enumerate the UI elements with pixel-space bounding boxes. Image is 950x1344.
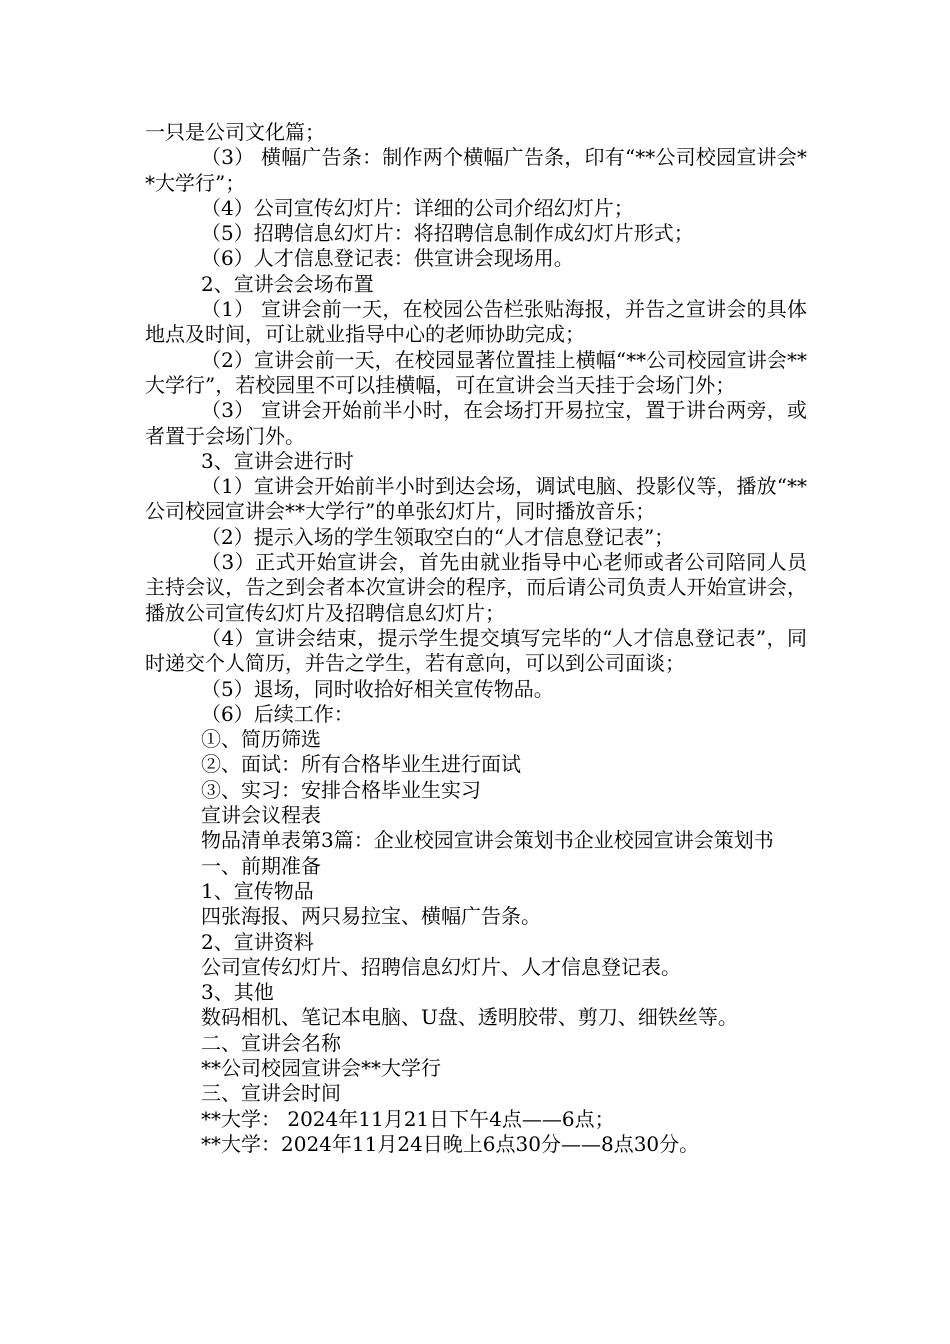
paragraph-event-time-2: **大学：2024年11月24日晚上6点30分——8点30分。 (201, 1131, 700, 1156)
paragraph-progress-step-3: （3）正式开始宣讲会，首先由就业指导中心老师或者公司陪同人员主持会议，告之到会者本次宣讲会的程序，而后请公司负责人开始宣讲会，播放公司宣传幻灯片及招聘信息幻灯片； (145, 550, 807, 625)
list-item-resume-screening: ①、简历筛选 (201, 727, 321, 752)
paragraph-progress-step-5: （5）退场，同时收拾好相关宣传物品。 (201, 676, 554, 701)
paragraph-venue-step-2: （2）宣讲会前一天，在校园显著位置挂上横幅“**公司校园宣讲会**大学行”，若校园里不可以挂横幅，可在宣讲会当天挂于会场门外； (145, 347, 807, 397)
paragraph-promo-materials: 四张海报、两只易拉宝、横幅广告条。 (201, 904, 541, 929)
paragraph-venue-step-3: （3） 宣讲会开始前半小时，在会场打开易拉宝，置于讲台两旁，或者置于会场门外。 (145, 398, 807, 448)
paragraph-progress-step-4: （4）宣讲会结束，提示学生提交填写完毕的“人才信息登记表”，同时递交个人简历，并告之学生，若有意向，可以到公司面谈； (145, 625, 807, 676)
paragraph-agenda-table-label: 宣讲会议程表 (201, 803, 321, 828)
paragraph-recruit-slides-item: （5）招聘信息幻灯片：将招聘信息制作成幻灯片形式； (201, 221, 694, 246)
subheading-other: 3、其他 (201, 980, 274, 1005)
paragraph-presentation-materials: 公司宣传幻灯片、招聘信息幻灯片、人才信息登记表。 (201, 954, 681, 979)
list-item-interview: ②、面试：所有合格毕业生进行面试 (201, 752, 521, 777)
paragraph-venue-step-1: （1） 宣讲会前一天，在校园公告栏张贴海报，并告之宣讲会的具体地点及时间，可让就业指导中心的老师协助完成； (145, 297, 807, 347)
paragraph-registration-form-item: （6）人才信息登记表：供宣讲会现场用。 (201, 246, 574, 271)
paragraph-banner-item: （3） 横幅广告条：制作两个横幅广告条，印有“**公司校园宣讲会**大学行”； (145, 145, 807, 195)
section-heading-event-time: 三、宣讲会时间 (201, 1081, 341, 1106)
paragraph-slides-item: （4）公司宣传幻灯片：详细的公司介绍幻灯片； (201, 195, 634, 220)
section-heading-in-progress: 3、宣讲会进行时 (201, 448, 354, 473)
paragraph-progress-step-2: （2）提示入场的学生领取空白的“人才信息登记表”； (201, 524, 675, 549)
paragraph-article-3-title: 物品清单表第3篇：企业校园宣讲会策划书企业校园宣讲会策划书 (201, 828, 774, 853)
section-heading-event-name: 二、宣讲会名称 (201, 1030, 341, 1055)
section-heading-preparation: 一、前期准备 (201, 853, 321, 878)
paragraph-progress-step-1: （1）宣讲会开始前半小时到达会场，调试电脑、投影仪等，播放“**公司校园宣讲会**大学行”的单张幻灯片，同时播放音乐； (145, 474, 807, 524)
list-item-internship: ③、实习：安排合格毕业生实习 (201, 777, 481, 802)
section-heading-venue-setup: 2、宣讲会会场布置 (201, 271, 374, 296)
document-body (145, 120, 807, 1157)
subheading-promo-materials: 1、宣传物品 (201, 878, 314, 903)
paragraph-event-name: **公司校园宣讲会**大学行 (201, 1055, 441, 1080)
subheading-presentation-materials: 2、宣讲资料 (201, 929, 314, 954)
paragraph-continuation: 一只是公司文化篇； (145, 120, 325, 144)
paragraph-event-time-1: **大学： 2024年11月21日下午4点——6点； (201, 1106, 615, 1131)
paragraph-progress-step-6: （6）后续工作： (201, 701, 354, 726)
paragraph-other-items: 数码相机、笔记本电脑、U盘、透明胶带、剪刀、细铁丝等。 (201, 1005, 738, 1030)
